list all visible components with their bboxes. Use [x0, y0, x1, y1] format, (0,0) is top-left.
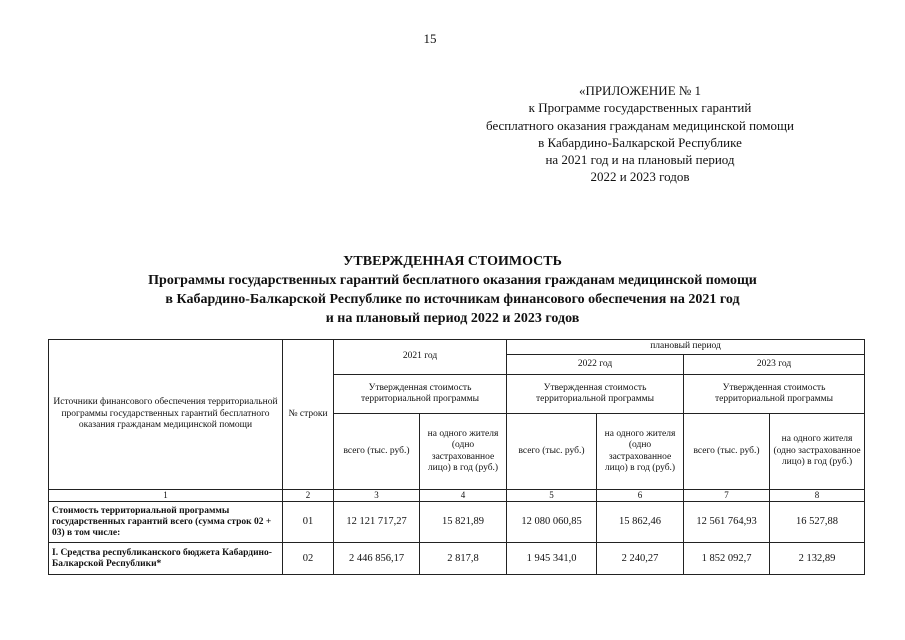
column-number: 5	[507, 490, 597, 502]
title-line: в Кабардино-Балкарской Республике по источникам финансового обеспечения на 2021 год	[165, 292, 740, 307]
header-total-2022: всего (тыс. руб.)	[507, 414, 597, 490]
page-number: 15	[423, 31, 437, 46]
header-year-2022: 2022 год	[507, 355, 684, 375]
header-source: Источники финансового обеспечения территориальной программы государственных гарантий бесплатного оказания гражданам медицинской помощи	[49, 340, 283, 490]
cell-per-person-2022: 2 240,27	[597, 543, 684, 575]
header-approved-2023: Утвержденная стоимость территориальной программы	[684, 375, 865, 414]
header-total-2023: всего (тыс. руб.)	[684, 414, 770, 490]
cell-total-2023: 1 852 092,7	[684, 543, 770, 575]
table-row	[49, 502, 865, 543]
table-row	[49, 543, 865, 575]
column-number: 8	[770, 490, 865, 502]
row-code: 01	[283, 502, 334, 543]
appendix-line: «ПРИЛОЖЕНИЕ № 1	[578, 83, 702, 98]
appendix-line: к Программе государственных гарантий	[528, 100, 752, 116]
cell-per-person-2022: 15 862,46	[597, 502, 684, 543]
title-line: Программы государственных гарантий бесплатного оказания гражданам медицинской помощи	[148, 273, 757, 288]
cell-total-2022: 1 945 341,0	[507, 543, 597, 575]
cell-per-person-2023: 16 527,88	[770, 502, 865, 543]
appendix-line: бесплатного оказания гражданам медицинской помощи	[486, 117, 794, 133]
column-numbers-row	[49, 490, 865, 502]
header-row-plan	[49, 340, 865, 355]
header-plan-period: плановый период	[507, 340, 865, 355]
column-number: 2	[283, 490, 334, 502]
appendix-line: 2022 и 2023 годов	[590, 169, 690, 185]
header-per-person-2021: на одного жителя (одно застрахованное лицо) в год (руб.)	[420, 414, 507, 490]
cost-table	[48, 339, 865, 575]
cell-total-2021: 12 121 717,27	[334, 502, 420, 543]
column-number: 6	[597, 490, 684, 502]
header-per-person-2023: на одного жителя (одно застрахованное лицо) в год (руб.)	[770, 414, 865, 490]
cell-total-2022: 12 080 060,85	[507, 502, 597, 543]
column-number: 4	[420, 490, 507, 502]
title-line: и на плановый период 2022 и 2023 годов	[325, 311, 580, 326]
header-approved-2022: Утвержденная стоимость территориальной программы	[507, 375, 684, 414]
appendix-line: в Кабардино-Балкарской Республике	[538, 134, 742, 150]
cell-total-2021: 2 446 856,17	[334, 543, 420, 575]
header-year-2021: 2021 год	[334, 340, 507, 375]
row-code: 02	[283, 543, 334, 575]
cell-per-person-2021: 2 817,8	[420, 543, 507, 575]
header-per-person-2022: на одного жителя (одно застрахованное лицо) в год (руб.)	[597, 414, 684, 490]
column-number: 1	[49, 490, 283, 502]
appendix-header	[440, 82, 840, 186]
document-title	[0, 252, 905, 328]
row-label: Стоимость территориальной программы государственных гарантий всего (сумма строк 02 + 03) в том числе:	[49, 502, 283, 543]
header-total-2021: всего (тыс. руб.)	[334, 414, 420, 490]
cell-total-2023: 12 561 764,93	[684, 502, 770, 543]
appendix-line: на 2021 год и на плановый период	[545, 152, 735, 168]
header-approved-2021: Утвержденная стоимость территориальной программы	[334, 375, 507, 414]
header-year-2023: 2023 год	[684, 355, 865, 375]
row-label: I. Средства республиканского бюджета Кабардино-Балкарской Республики*	[49, 543, 283, 575]
column-number: 3	[334, 490, 420, 502]
title-line: УТВЕРЖДЕННАЯ СТОИМОСТЬ	[343, 254, 562, 269]
column-number: 7	[684, 490, 770, 502]
cell-per-person-2023: 2 132,89	[770, 543, 865, 575]
cell-per-person-2021: 15 821,89	[420, 502, 507, 543]
header-row-number: № строки	[283, 340, 334, 490]
